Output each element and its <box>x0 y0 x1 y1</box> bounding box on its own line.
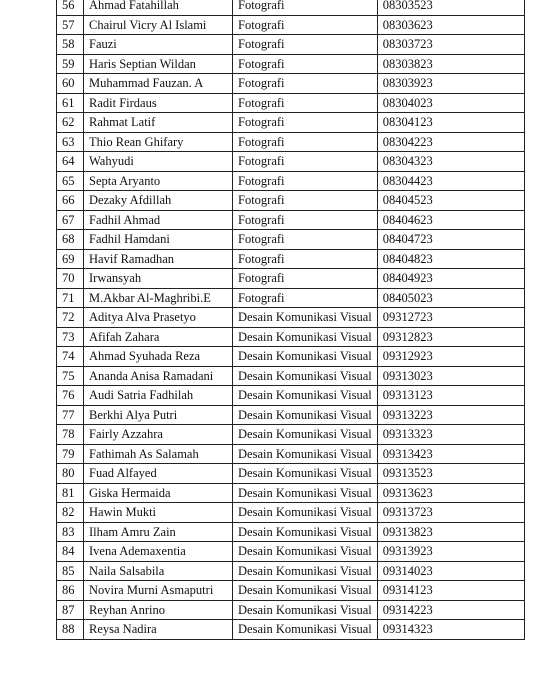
table-row <box>57 288 525 308</box>
row-number-cell: 59 <box>57 54 84 74</box>
student-id-cell: 09313923 <box>377 542 524 562</box>
student-name-cell: Ivena Ademaxentia <box>84 542 233 562</box>
student-name-cell: Berkhi Alya Putri <box>84 405 233 425</box>
study-program-cell: Fotografi <box>233 152 378 172</box>
table-row <box>57 35 525 55</box>
student-id-cell: 09313423 <box>377 444 524 464</box>
study-program-cell: Fotografi <box>233 74 378 94</box>
table-row <box>57 152 525 172</box>
study-program-cell: Fotografi <box>233 288 378 308</box>
table-row <box>57 425 525 445</box>
row-number-cell: 88 <box>57 620 84 640</box>
study-program-cell: Fotografi <box>233 113 378 133</box>
table-row <box>57 347 525 367</box>
study-program-cell: Desain Komunikasi Visual <box>233 600 378 620</box>
table-row <box>57 269 525 289</box>
student-id-cell: 08304123 <box>377 113 524 133</box>
student-name-cell: Havif Ramadhan <box>84 249 233 269</box>
student-name-cell: Muhammad Fauzan. A <box>84 74 233 94</box>
student-name-cell: Irwansyah <box>84 269 233 289</box>
table-row <box>57 54 525 74</box>
student-name-cell: Fadhil Ahmad <box>84 210 233 230</box>
student-name-cell: Novira Murni Asmaputri <box>84 581 233 601</box>
study-program-cell: Desain Komunikasi Visual <box>233 444 378 464</box>
table-row <box>57 74 525 94</box>
student-id-cell: 09312923 <box>377 347 524 367</box>
student-id-cell: 09313823 <box>377 522 524 542</box>
table-row <box>57 620 525 640</box>
row-number-cell: 80 <box>57 464 84 484</box>
student-name-cell: Aditya Alva Prasetyo <box>84 308 233 328</box>
study-program-cell: Desain Komunikasi Visual <box>233 366 378 386</box>
study-program-cell: Desain Komunikasi Visual <box>233 347 378 367</box>
row-number-cell: 69 <box>57 249 84 269</box>
table-row <box>57 561 525 581</box>
student-id-cell: 08303723 <box>377 35 524 55</box>
student-id-cell: 08404823 <box>377 249 524 269</box>
student-name-cell: Hawin Mukti <box>84 503 233 523</box>
study-program-cell: Fotografi <box>233 35 378 55</box>
row-number-cell: 67 <box>57 210 84 230</box>
student-table-body <box>57 0 525 639</box>
student-name-cell: Ananda Anisa Ramadani <box>84 366 233 386</box>
row-number-cell: 57 <box>57 15 84 35</box>
student-id-cell: 08404923 <box>377 269 524 289</box>
student-id-cell: 08304023 <box>377 93 524 113</box>
student-id-cell: 09313723 <box>377 503 524 523</box>
student-name-cell: Fadhil Hamdani <box>84 230 233 250</box>
student-id-cell: 08404623 <box>377 210 524 230</box>
student-name-cell: Radit Firdaus <box>84 93 233 113</box>
student-id-cell: 09313623 <box>377 483 524 503</box>
table-row <box>57 191 525 211</box>
student-id-cell: 09314223 <box>377 600 524 620</box>
student-id-cell: 08304423 <box>377 171 524 191</box>
table-row <box>57 15 525 35</box>
study-program-cell: Desain Komunikasi Visual <box>233 327 378 347</box>
table-row <box>57 542 525 562</box>
table-row <box>57 405 525 425</box>
row-number-cell: 85 <box>57 561 84 581</box>
student-id-cell: 09313523 <box>377 464 524 484</box>
student-name-cell: Ahmad Syuhada Reza <box>84 347 233 367</box>
student-id-cell: 08304223 <box>377 132 524 152</box>
study-program-cell: Fotografi <box>233 54 378 74</box>
student-id-cell: 09314323 <box>377 620 524 640</box>
row-number-cell: 62 <box>57 113 84 133</box>
row-number-cell: 70 <box>57 269 84 289</box>
table-row <box>57 230 525 250</box>
student-name-cell: Fairly Azzahra <box>84 425 233 445</box>
student-name-cell: Fathimah As Salamah <box>84 444 233 464</box>
student-name-cell: Rahmat Latif <box>84 113 233 133</box>
row-number-cell: 87 <box>57 600 84 620</box>
row-number-cell: 68 <box>57 230 84 250</box>
row-number-cell: 64 <box>57 152 84 172</box>
student-name-cell: M.Akbar Al-Maghribi.E <box>84 288 233 308</box>
table-row <box>57 522 525 542</box>
student-table <box>56 0 525 640</box>
student-name-cell: Dezaky Afdillah <box>84 191 233 211</box>
student-name-cell: Naila Salsabila <box>84 561 233 581</box>
row-number-cell: 76 <box>57 386 84 406</box>
student-id-cell: 09312723 <box>377 308 524 328</box>
student-name-cell: Wahyudi <box>84 152 233 172</box>
row-number-cell: 65 <box>57 171 84 191</box>
table-row <box>57 483 525 503</box>
row-number-cell: 61 <box>57 93 84 113</box>
student-id-cell: 09313323 <box>377 425 524 445</box>
student-id-cell: 08303823 <box>377 54 524 74</box>
table-row <box>57 503 525 523</box>
student-id-cell: 08404723 <box>377 230 524 250</box>
student-id-cell: 09312823 <box>377 327 524 347</box>
student-name-cell: Giska Hermaida <box>84 483 233 503</box>
table-row <box>57 0 525 15</box>
row-number-cell: 81 <box>57 483 84 503</box>
row-number-cell: 63 <box>57 132 84 152</box>
row-number-cell: 86 <box>57 581 84 601</box>
study-program-cell: Desain Komunikasi Visual <box>233 464 378 484</box>
study-program-cell: Desain Komunikasi Visual <box>233 386 378 406</box>
row-number-cell: 84 <box>57 542 84 562</box>
study-program-cell: Fotografi <box>233 249 378 269</box>
table-row <box>57 113 525 133</box>
student-name-cell: Septa Aryanto <box>84 171 233 191</box>
table-row <box>57 308 525 328</box>
table-row <box>57 249 525 269</box>
table-row <box>57 171 525 191</box>
table-row <box>57 444 525 464</box>
study-program-cell: Fotografi <box>233 191 378 211</box>
student-id-cell: 09313023 <box>377 366 524 386</box>
student-name-cell: Thio Rean Ghifary <box>84 132 233 152</box>
table-row <box>57 327 525 347</box>
study-program-cell: Fotografi <box>233 15 378 35</box>
study-program-cell: Desain Komunikasi Visual <box>233 561 378 581</box>
row-number-cell: 56 <box>57 0 84 15</box>
row-number-cell: 78 <box>57 425 84 445</box>
row-number-cell: 71 <box>57 288 84 308</box>
study-program-cell: Fotografi <box>233 0 378 15</box>
row-number-cell: 75 <box>57 366 84 386</box>
student-id-cell: 08303923 <box>377 74 524 94</box>
study-program-cell: Desain Komunikasi Visual <box>233 503 378 523</box>
row-number-cell: 82 <box>57 503 84 523</box>
student-name-cell: Reyhan Anrino <box>84 600 233 620</box>
study-program-cell: Fotografi <box>233 269 378 289</box>
row-number-cell: 66 <box>57 191 84 211</box>
student-id-cell: 08404523 <box>377 191 524 211</box>
student-name-cell: Chairul Vicry Al Islami <box>84 15 233 35</box>
row-number-cell: 58 <box>57 35 84 55</box>
study-program-cell: Desain Komunikasi Visual <box>233 542 378 562</box>
student-id-cell: 09314023 <box>377 561 524 581</box>
student-name-cell: Reysa Nadira <box>84 620 233 640</box>
student-id-cell: 09314123 <box>377 581 524 601</box>
table-row <box>57 366 525 386</box>
row-number-cell: 60 <box>57 74 84 94</box>
study-program-cell: Desain Komunikasi Visual <box>233 581 378 601</box>
row-number-cell: 74 <box>57 347 84 367</box>
student-id-cell: 08405023 <box>377 288 524 308</box>
study-program-cell: Fotografi <box>233 210 378 230</box>
table-row <box>57 93 525 113</box>
student-name-cell: Ilham Amru Zain <box>84 522 233 542</box>
table-row <box>57 581 525 601</box>
student-name-cell: Fauzi <box>84 35 233 55</box>
student-name-cell: Ahmad Fatahillah <box>84 0 233 15</box>
row-number-cell: 73 <box>57 327 84 347</box>
student-id-cell: 08303623 <box>377 15 524 35</box>
student-id-cell: 09313123 <box>377 386 524 406</box>
student-name-cell: Audi Satria Fadhilah <box>84 386 233 406</box>
student-id-cell: 09313223 <box>377 405 524 425</box>
study-program-cell: Desain Komunikasi Visual <box>233 483 378 503</box>
study-program-cell: Fotografi <box>233 171 378 191</box>
student-id-cell: 08304323 <box>377 152 524 172</box>
study-program-cell: Desain Komunikasi Visual <box>233 620 378 640</box>
row-number-cell: 83 <box>57 522 84 542</box>
study-program-cell: Desain Komunikasi Visual <box>233 308 378 328</box>
student-name-cell: Haris Septian Wildan <box>84 54 233 74</box>
row-number-cell: 77 <box>57 405 84 425</box>
table-row <box>57 386 525 406</box>
student-name-cell: Afifah Zahara <box>84 327 233 347</box>
study-program-cell: Fotografi <box>233 93 378 113</box>
student-name-cell: Fuad Alfayed <box>84 464 233 484</box>
study-program-cell: Fotografi <box>233 230 378 250</box>
student-id-cell: 08303523 <box>377 0 524 15</box>
study-program-cell: Fotografi <box>233 132 378 152</box>
study-program-cell: Desain Komunikasi Visual <box>233 522 378 542</box>
table-row <box>57 210 525 230</box>
row-number-cell: 72 <box>57 308 84 328</box>
study-program-cell: Desain Komunikasi Visual <box>233 425 378 445</box>
study-program-cell: Desain Komunikasi Visual <box>233 405 378 425</box>
table-row <box>57 464 525 484</box>
row-number-cell: 79 <box>57 444 84 464</box>
table-row <box>57 132 525 152</box>
table-row <box>57 600 525 620</box>
